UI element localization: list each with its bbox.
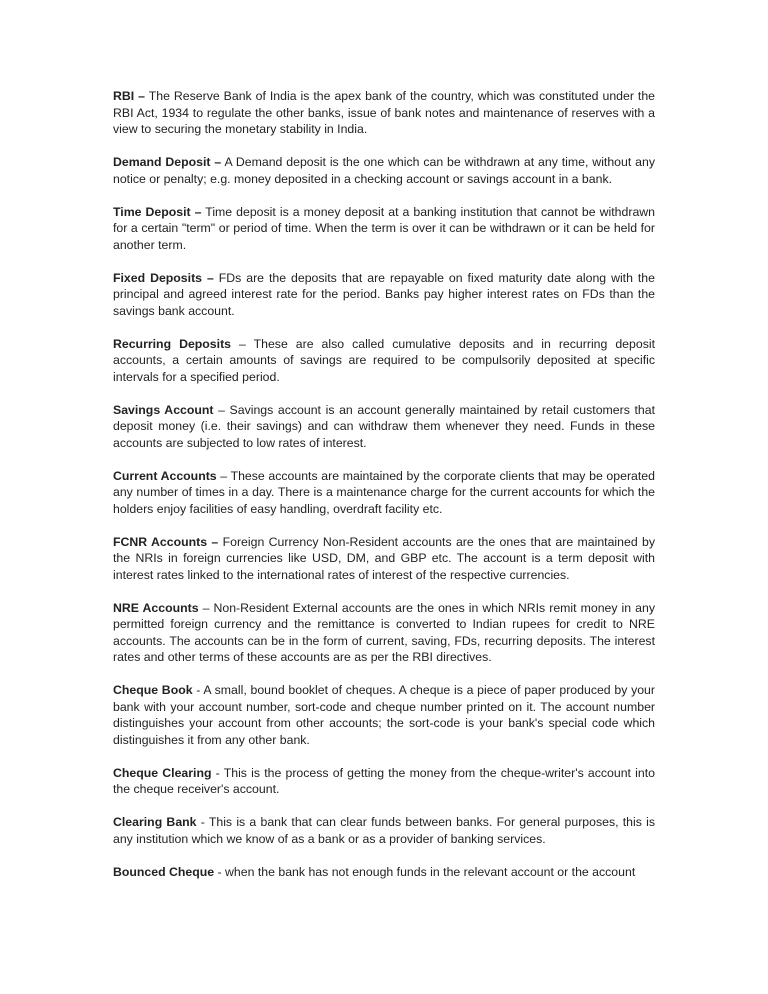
entry-definition: - when the bank has not enough funds in the relevant account or the account [214,864,636,879]
entry-cheque-clearing [113,765,655,798]
entry-recurring-deposits [113,336,655,386]
entry-clearing-bank [113,814,655,847]
entry-definition: – Non-Resident External accounts are the ones in which NRIs remit money in any permitted foreign currency and the remittance is converted to Indian rupees for credit to NRE accounts. The accounts can be in the form of current, saving, FDs, recurring deposits. The interest rates and other terms of these accounts are as per the RBI directives. [113,600,655,664]
entry-definition: – These accounts are maintained by the corporate clients that may be operated any number of times in a day. There is a maintenance charge for the current accounts for which the holders enjoy facilities of easy handling, overdraft facility etc. [113,468,655,516]
entry-term: RBI – [113,89,145,103]
entry-definition: - A small, bound booklet of cheques. A cheque is a piece of paper produced by your bank with your account number, sort-code and cheque number printed on it. The account number distinguishes your account from other accounts; the sort-code is your bank's special code which distinguishes it from any other bank. [113,683,655,747]
entry-savings-account [113,402,655,452]
entry-term: Recurring Deposits [113,336,232,351]
entry-definition: Time deposit is a money deposit at a banking institution that cannot be withdrawn for a certain "term" or period of time. When the term is over it can be withdrawn or it can be held for another term. [113,204,655,252]
entry-term: NRE Accounts [113,600,199,615]
entry-definition: The Reserve Bank of India is the apex bank of the country, which was constituted under the RBI Act, 1934 to regulate the other banks, issue of bank notes and maintenance of reserves with a view to securing the monetary stability in India. [113,89,656,136]
entry-term: Savings Account [113,402,214,417]
entry-term: Cheque Book [113,683,193,697]
entry-definition: FDs are the deposits that are repayable on fixed maturity date along with the principal and agreed interest rate for the period. Banks pay higher interest rates on FDs than the savings bank account. [113,270,655,318]
entry-term: Demand Deposit – [113,155,222,169]
entry-term: Bounced Cheque [113,864,215,879]
entry-fcnr-accounts [113,534,655,584]
entry-definition: - This is the process of getting the money from the cheque-writer's account into the cheque receiver's account. [113,765,655,796]
entry-time-deposit [113,204,655,254]
entry-bounced-cheque [113,864,655,881]
entry-definition: – These are also called cumulative deposits and in recurring deposit accounts, a certain amounts of savings are required to be compulsorily deposited at specific intervals for a specified period. [113,336,655,384]
entry-definition: Foreign Currency Non-Resident accounts are the ones that are maintained by the NRIs in foreign currencies like USD, DM, and GBP etc. The account is a term deposit with interest rates linked to the international rates of interest of the respective currencies. [113,534,655,582]
entry-term: Current Accounts [113,468,217,483]
entry-fixed-deposits [113,270,655,320]
entry-definition: – Savings account is an account generally maintained by retail customers that deposit money (i.e. their savings) and can withdraw them whenever they need. Funds in these accounts are subjected to low rates of interest. [113,402,655,450]
entry-rbi [113,88,655,138]
entry-nre-accounts [113,600,655,666]
entry-term: Time Deposit – [113,204,202,219]
entry-definition: A Demand deposit is the one which can be withdrawn at any time, without any notice or penalty; e.g. money deposited in a checking account or savings account in a bank. [113,155,655,186]
document-page [113,88,655,897]
entry-current-accounts [113,468,655,518]
entry-definition: - This is a bank that can clear funds between banks. For general purposes, this is any institution which we know of as a bank or as a provider of banking services. [113,815,656,846]
entry-demand-deposit [113,154,655,187]
entry-term: FCNR Accounts – [113,534,219,549]
entry-term: Clearing Bank [113,815,197,829]
entry-cheque-book [113,682,655,748]
entry-term: Cheque Clearing [113,765,212,780]
entry-term: Fixed Deposits – [113,270,214,285]
